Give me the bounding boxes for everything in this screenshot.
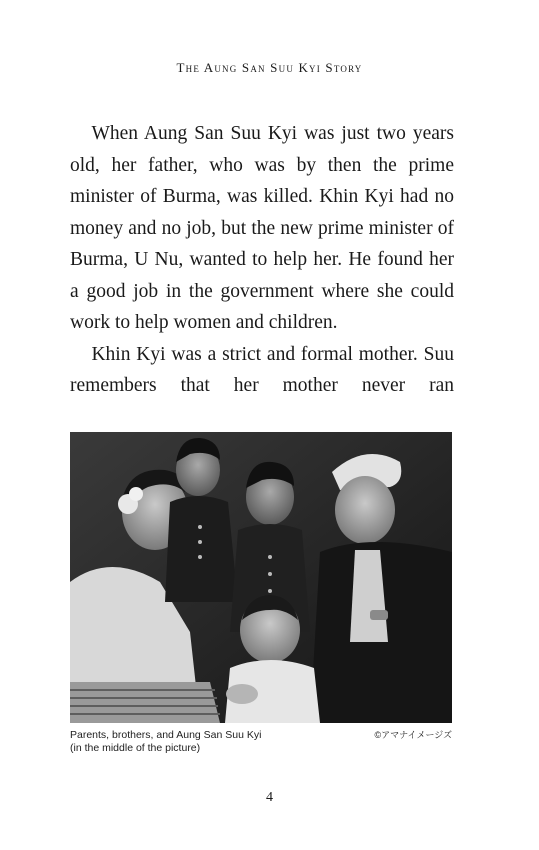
caption-text (70, 729, 330, 755)
caption-line-1: Parents, brothers, and Aung San Suu Kyi (70, 729, 262, 741)
caption-line-2: (in the middle of the picture) (70, 742, 201, 754)
page-number: 4 (266, 790, 273, 805)
family-photo (70, 432, 452, 723)
paragraph-2: Khin Kyi was a strict and formal mother. Suu remembers that her mother never ran (70, 343, 454, 396)
paragraph-1: When Aung San Suu Kyi was just two years old, her father, who was by then the prime minister of Burma, was killed. Khin Kyi had no money and no job, but the new prime minister of Burma, U Nu, wanted to help her. He found her a good job in the government where she could work to help women and children. (70, 123, 454, 333)
body-text (70, 118, 454, 402)
photo-credit: ©アマナイメージズ (374, 730, 452, 740)
running-head: The Aung San Suu Kyi Story (176, 60, 363, 75)
family-photo-illustration (70, 432, 452, 723)
